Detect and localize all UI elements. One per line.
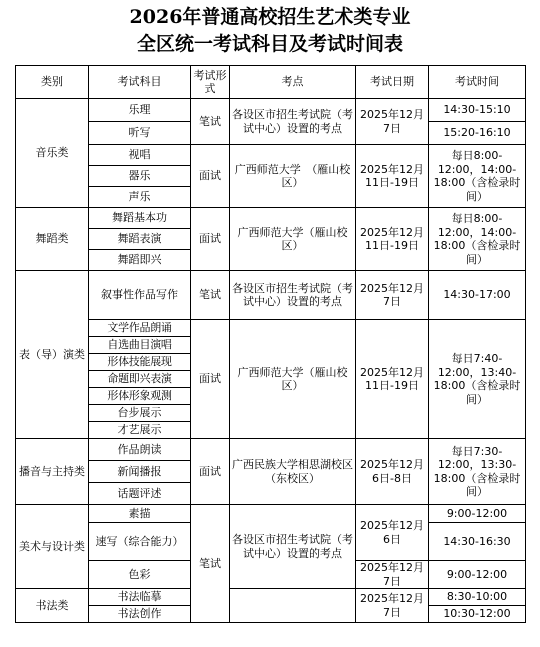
date-cell: 2025年12月11日-19日 [356,320,429,439]
header-category: 类别 [16,66,89,99]
venue-cell: 广西师范大学 （雁山校区） [230,145,356,208]
table-row [16,320,526,337]
time-cell: 10:30-12:00 [429,606,526,623]
time-cell: 每日7:40-12:00，13:40-18:00（含检录时间） [429,320,526,439]
category-cell: 舞蹈类 [16,208,89,271]
time-cell: 每日8:00-12:00，14:00-18:00（含检录时间） [429,145,526,208]
header-subject: 考试科目 [89,66,191,99]
subject-cell: 才艺展示 [89,422,191,439]
time-cell: 14:30-17:00 [429,271,526,320]
form-cell: 面试 [191,208,230,271]
subject-cell: 舞蹈基本功 [89,208,191,229]
venue-cell: 广西师范大学（雁山校区） [230,208,356,271]
venue-cell: 广西民族大学相思湖校区（东校区） [230,439,356,505]
form-cell: 面试 [191,145,230,208]
title-line-1: 2026年普通高校招生艺术类专业 [129,6,411,28]
time-cell: 9:00-12:00 [429,561,526,589]
subject-cell: 话题评述 [89,483,191,505]
subject-cell: 书法临摹 [89,589,191,606]
header-time: 考试时间 [429,66,526,99]
subject-cell: 书法创作 [89,606,191,623]
category-cell: 美术与设计类 [16,505,89,589]
subject-cell: 素描 [89,505,191,523]
form-cell: 面试 [191,320,230,439]
date-cell: 2025年12月6日 [356,505,429,561]
category-cell: 播音与主持类 [16,439,89,505]
subject-cell: 声乐 [89,187,191,208]
table-row [16,505,526,523]
form-cell: 笔试 [191,99,230,145]
subject-cell: 自选曲目演唱 [89,337,191,354]
subject-cell: 舞蹈即兴 [89,250,191,271]
subject-cell: 乐理 [89,99,191,122]
subject-cell: 器乐 [89,166,191,187]
date-cell: 2025年12月11日-19日 [356,208,429,271]
table-row [16,589,526,606]
header-venue: 考点 [230,66,356,99]
time-cell: 14:30-16:30 [429,523,526,561]
date-cell: 2025年12月11日-19日 [356,145,429,208]
form-cell: 笔试 [191,505,230,623]
venue-cell: 广西师范大学（雁山校区） [230,320,356,439]
header-date: 考试日期 [356,66,429,99]
table-row [16,271,526,320]
subject-cell: 叙事性作品写作 [89,271,191,320]
time-cell: 每日7:30-12:00，13:30-18:00（含检录时间） [429,439,526,505]
subject-cell: 作品朗读 [89,439,191,461]
time-cell: 15:20-16:10 [429,122,526,145]
subject-cell: 台步展示 [89,405,191,422]
exam-schedule-table [15,65,526,623]
header-form: 考试形式 [191,66,230,99]
subject-cell: 形体技能展现 [89,354,191,371]
date-cell: 2025年12月7日 [356,589,429,623]
time-cell: 每日8:00-12:00，14:00-18:00（含检录时间） [429,208,526,271]
date-cell: 2025年12月7日 [356,271,429,320]
table-row [16,439,526,461]
table-header-row [16,66,526,99]
subject-cell: 新闻播报 [89,461,191,483]
venue-cell [230,589,356,623]
subject-cell: 命题即兴表演 [89,371,191,388]
date-cell: 2025年12月7日 [356,561,429,589]
category-cell: 表（导）演类 [16,271,89,439]
title-line-2: 全区统一考试科目及考试时间表 [136,33,403,55]
time-cell: 14:30-15:10 [429,99,526,122]
date-cell: 2025年12月7日 [356,99,429,145]
table-row [16,145,526,166]
subject-cell: 视唱 [89,145,191,166]
venue-cell: 各设区市招生考试院（考试中心）设置的考点 [230,505,356,589]
venue-cell: 各设区市招生考试院（考试中心）设置的考点 [230,99,356,145]
subject-cell: 舞蹈表演 [89,229,191,250]
subject-cell: 文学作品朗诵 [89,320,191,337]
category-cell: 书法类 [16,589,89,623]
table-row [16,208,526,229]
time-cell: 8:30-10:00 [429,589,526,606]
time-cell: 9:00-12:00 [429,505,526,523]
subject-cell: 色彩 [89,561,191,589]
form-cell: 笔试 [191,271,230,320]
subject-cell: 形体形象观测 [89,388,191,405]
venue-cell: 各设区市招生考试院（考试中心）设置的考点 [230,271,356,320]
subject-cell: 速写（综合能力） [89,523,191,561]
table-row [16,99,526,122]
date-cell: 2025年12月6日-8日 [356,439,429,505]
category-cell: 音乐类 [16,99,89,208]
form-cell: 面试 [191,439,230,505]
subject-cell: 听写 [89,122,191,145]
